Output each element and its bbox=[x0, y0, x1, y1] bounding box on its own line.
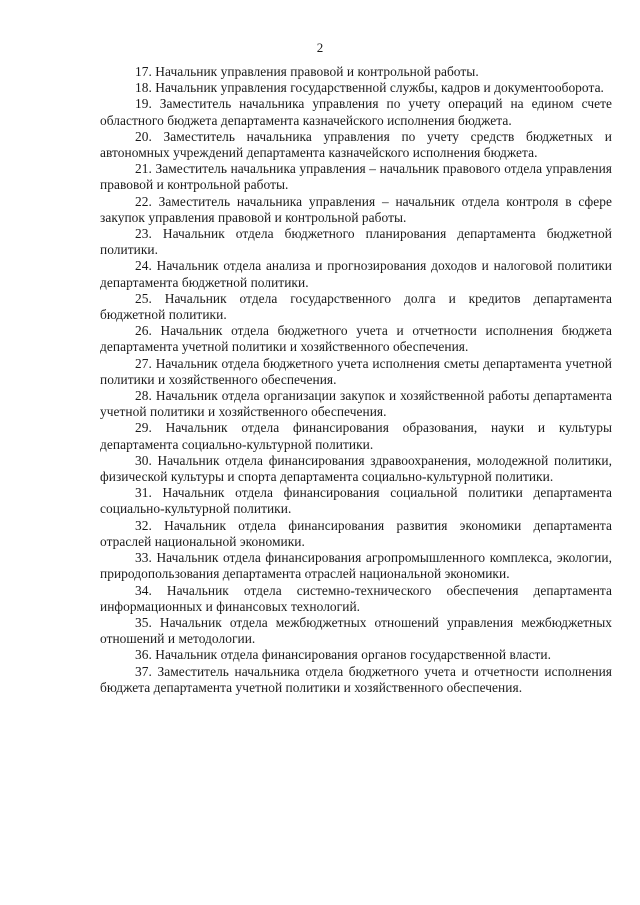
list-item: 29. Начальник отдела финансирования образования, науки и культуры департамента социально-культурной политики. bbox=[100, 420, 612, 452]
list-item: 30. Начальник отдела финансирования здравоохранения, молодежной политики, физической культуры и спорта департамента социально-культурной политики. bbox=[100, 452, 612, 485]
list-item: 21. Заместитель начальника управления – начальник правового отдела управления правовой и контрольной работы. bbox=[100, 161, 612, 193]
list-item: 17. Начальник управления правовой и контрольной работы. bbox=[135, 64, 479, 79]
list-item: 22. Заместитель начальника управления – начальник отдела контроля в сфере закупок управления правовой и контрольной работы. bbox=[100, 193, 612, 225]
list-item: 18. Начальник управления государственной службы, кадров и документооборота. bbox=[135, 80, 604, 96]
list-item: 36. Начальник отдела финансирования органов государственной власти. bbox=[135, 647, 551, 663]
list-item: 35. Начальник отдела межбюджетных отношений управления межбюджетных отношений и методологии. bbox=[100, 614, 612, 647]
list-item: 24. Начальник отдела анализа и прогнозирования доходов и налоговой политики департамента бюджетной политики. bbox=[100, 258, 612, 290]
list-item: 19. Заместитель начальника управления по учету операций на едином счете областного бюджета департамента казначейского исполнения бюджета. bbox=[100, 96, 612, 128]
page-number: 2 bbox=[316, 40, 324, 55]
list-item: 34. Начальник отдела системно-технического обеспечения департамента информационных и финансовых технологий. bbox=[100, 582, 612, 614]
list-item: 25. Начальник отдела государственного долга и кредитов департамента бюджетной политики. bbox=[100, 290, 612, 323]
position-list bbox=[100, 64, 612, 696]
list-item: 20. Заместитель начальника управления по учету средств бюджетных и автономных учреждений департамента казначейского исполнения бюджета. bbox=[100, 128, 612, 161]
list-item: 33. Начальник отдела финансирования агропромышленного комплекса, экологии, природопользования департамента отраслей национальной экономики. bbox=[100, 550, 612, 582]
list-item: 37. Заместитель начальника отдела бюджетного учета и отчетности исполнения бюджета департамента учетной политики и хозяйственного обеспечения. bbox=[100, 663, 612, 695]
list-item: 32. Начальник отдела финансирования развития экономики департамента отраслей национальной экономики. bbox=[100, 517, 612, 549]
list-item: 23. Начальник отдела бюджетного планирования департамента бюджетной политики. bbox=[100, 226, 612, 258]
list-item: 28. Начальник отдела организации закупок и хозяйственной работы департамента учетной политики и хозяйственного обеспечения. bbox=[100, 388, 612, 420]
list-item: 26. Начальник отдела бюджетного учета и отчетности исполнения бюджета департамента учетной политики и хозяйственного обеспечения. bbox=[100, 323, 612, 355]
list-item: 31. Начальник отдела финансирования социальной политики департамента социально-культурной политики. bbox=[100, 485, 612, 517]
list-item: 27. Начальник отдела бюджетного учета исполнения сметы департамента учетной политики и хозяйственного обеспечения. bbox=[100, 355, 612, 387]
